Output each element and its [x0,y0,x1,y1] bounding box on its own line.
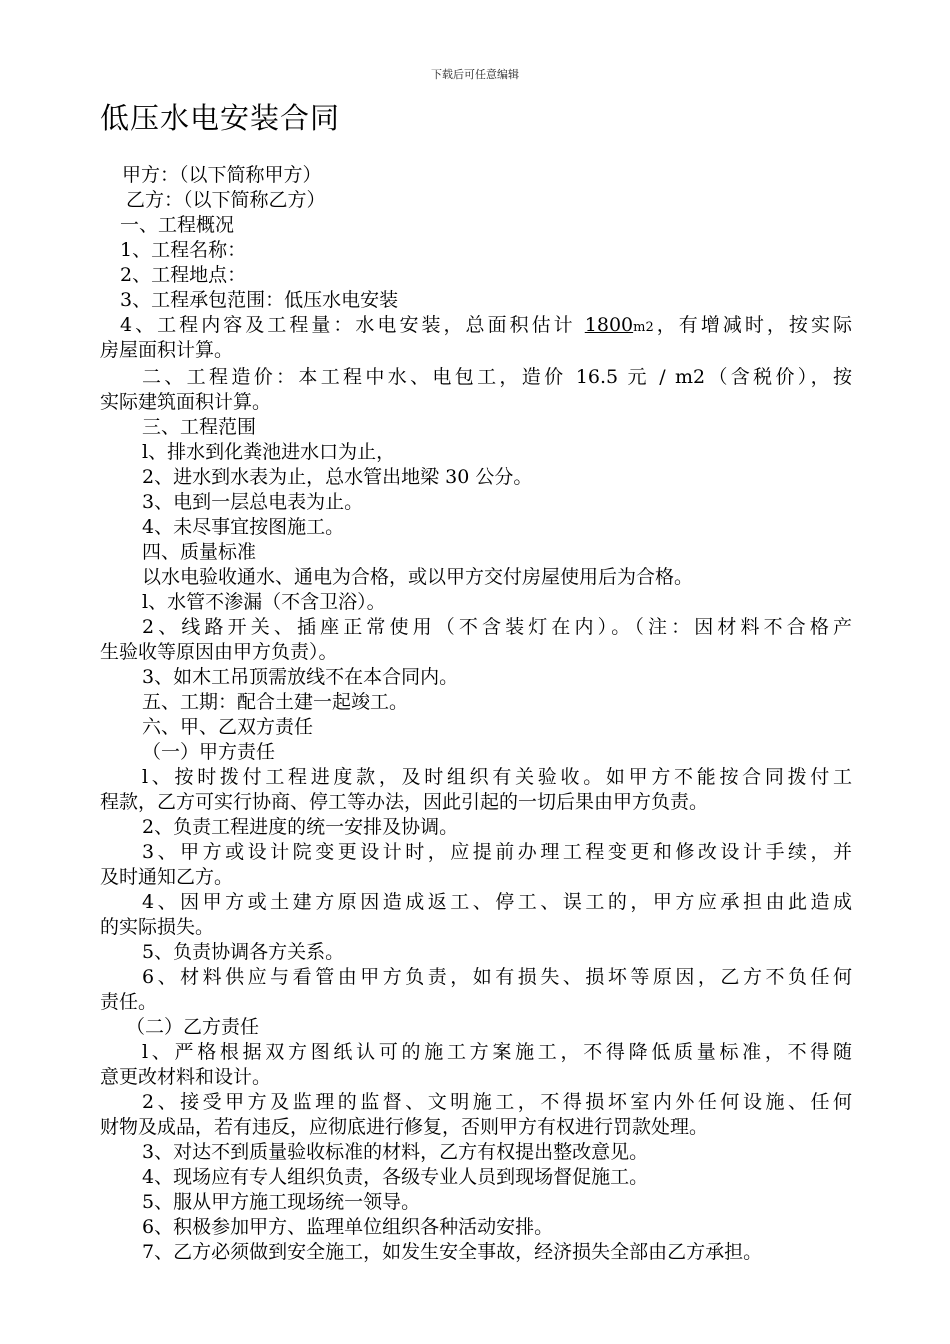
a-resp-2: 2、负责工程进度的统一安排及协调。 [142,816,459,838]
s1-item-3: 3、工程承包范围：低压水电安装 [120,289,399,311]
section-4-heading: 四、质量标准 [142,541,257,563]
a-resp-4: 4、因甲方或土建方原因造成返工、停工、误工的，甲方应承担由此造成 [142,891,852,913]
s4-item-2: 2、线路开关、插座正常使用（不含装灯在内）。（注：因材料不合格产 [142,616,852,638]
a-resp-1-cont: 程款，乙方可实行协商、停工等办法，因此引起的一切后果由甲方负责。 [100,791,709,813]
b-resp-7: 7、乙方必须做到安全施工，如发生安全事故，经济损失全部由乙方承担。 [142,1241,763,1263]
party-b-line: 乙方：（以下简称乙方） [126,189,326,211]
section-1-heading: 一、工程概况 [120,214,235,236]
party-a-line: 甲方：（以下简称甲方） [122,164,322,186]
a-resp-3-cont: 及时通知乙方。 [100,866,234,888]
page-header-note: 下载后可任意编辑 [431,68,519,81]
s3-item-4: 4、未尽事宜按图施工。 [142,516,345,538]
party-b-responsibility-heading: （二）乙方责任 [126,1016,260,1038]
b-resp-5: 5、服从甲方施工现场统一领导。 [142,1191,421,1213]
a-resp-6-cont: 责任。 [100,991,158,1013]
a-resp-1: l、按时拨付工程进度款，及时组织有关验收。如甲方不能按合同拨付工 [142,766,852,788]
s1-item-2: 2、工程地点： [120,264,247,286]
s4-item-1: l、水管不渗漏（不含卫浴）。 [142,591,386,613]
section-2-line: 二、工程造价：本工程中水、电包工，造价 16.5 元 / m2（含税价），按 [142,366,852,388]
s1-item-4-cont: 房屋面积计算。 [100,339,234,361]
b-resp-4: 4、现场应有专人组织负责，各级专业人员到现场督促施工。 [142,1166,649,1188]
b-resp-1: l、严格根据双方图纸认可的施工方案施工，不得降低质量标准，不得随 [142,1041,852,1063]
b-resp-6: 6、积极参加甲方、监理单位组织各种活动安排。 [142,1216,554,1238]
section-5-line: 五、工期：配合土建一起竣工。 [142,691,409,713]
document-title: 低压水电安装合同 [100,101,341,135]
b-resp-2: 2、接受甲方及监理的监督、文明施工，不得损坏室内外任何设施、任何 [142,1091,852,1113]
a-resp-5: 5、负责协调各方关系。 [142,941,345,963]
area-unit: m2 [633,320,654,335]
a-resp-6: 6、材料供应与看管由甲方负责，如有损失、损坏等原因，乙方不负任何 [142,966,852,988]
s3-item-1: l、排水到化粪池进水口为止， [142,441,396,463]
s3-item-2: 2、进水到水表为止，总水管出地梁 30 公分。 [142,466,533,488]
s1-item-4 [100,313,852,338]
contract-body [100,163,852,1265]
section-2-cont: 实际建筑面积计算。 [100,391,272,413]
s3-item-3: 3、电到一层总电表为止。 [142,491,364,513]
a-resp-3: 3、甲方或设计院变更设计时，应提前办理工程变更和修改设计手续，并 [142,841,852,863]
b-resp-1-cont: 意更改材料和设计。 [100,1066,272,1088]
s4-item-3: 3、如木工吊顶需放线不在本合同内。 [142,666,459,688]
s1-item-1: 1、工程名称： [120,239,247,261]
area-value: 1800 [584,314,634,336]
party-a-responsibility-heading: （一）甲方责任 [142,741,276,763]
s4-intro: 以水电验收通水、通电为合格，或以甲方交付房屋使用后为合格。 [142,566,694,588]
s1-item-4-text-b: ，有增减时，按实际 [653,314,852,336]
s1-item-4-text-a: 4、工程内容及工程量：水电安装，总面积估计 [120,314,576,336]
b-resp-2-cont: 财物及成品，若有违反，应彻底进行修复，否则甲方有权进行罚款处理。 [100,1116,709,1138]
b-resp-3: 3、对达不到质量验收标准的材料，乙方有权提出整改意见。 [142,1141,649,1163]
a-resp-4-cont: 的实际损失。 [100,916,215,938]
section-6-heading: 六、甲、乙双方责任 [142,716,314,738]
s4-item-2-cont: 生验收等原因由甲方负责）。 [100,641,338,663]
section-3-heading: 三、工程范围 [142,416,257,438]
